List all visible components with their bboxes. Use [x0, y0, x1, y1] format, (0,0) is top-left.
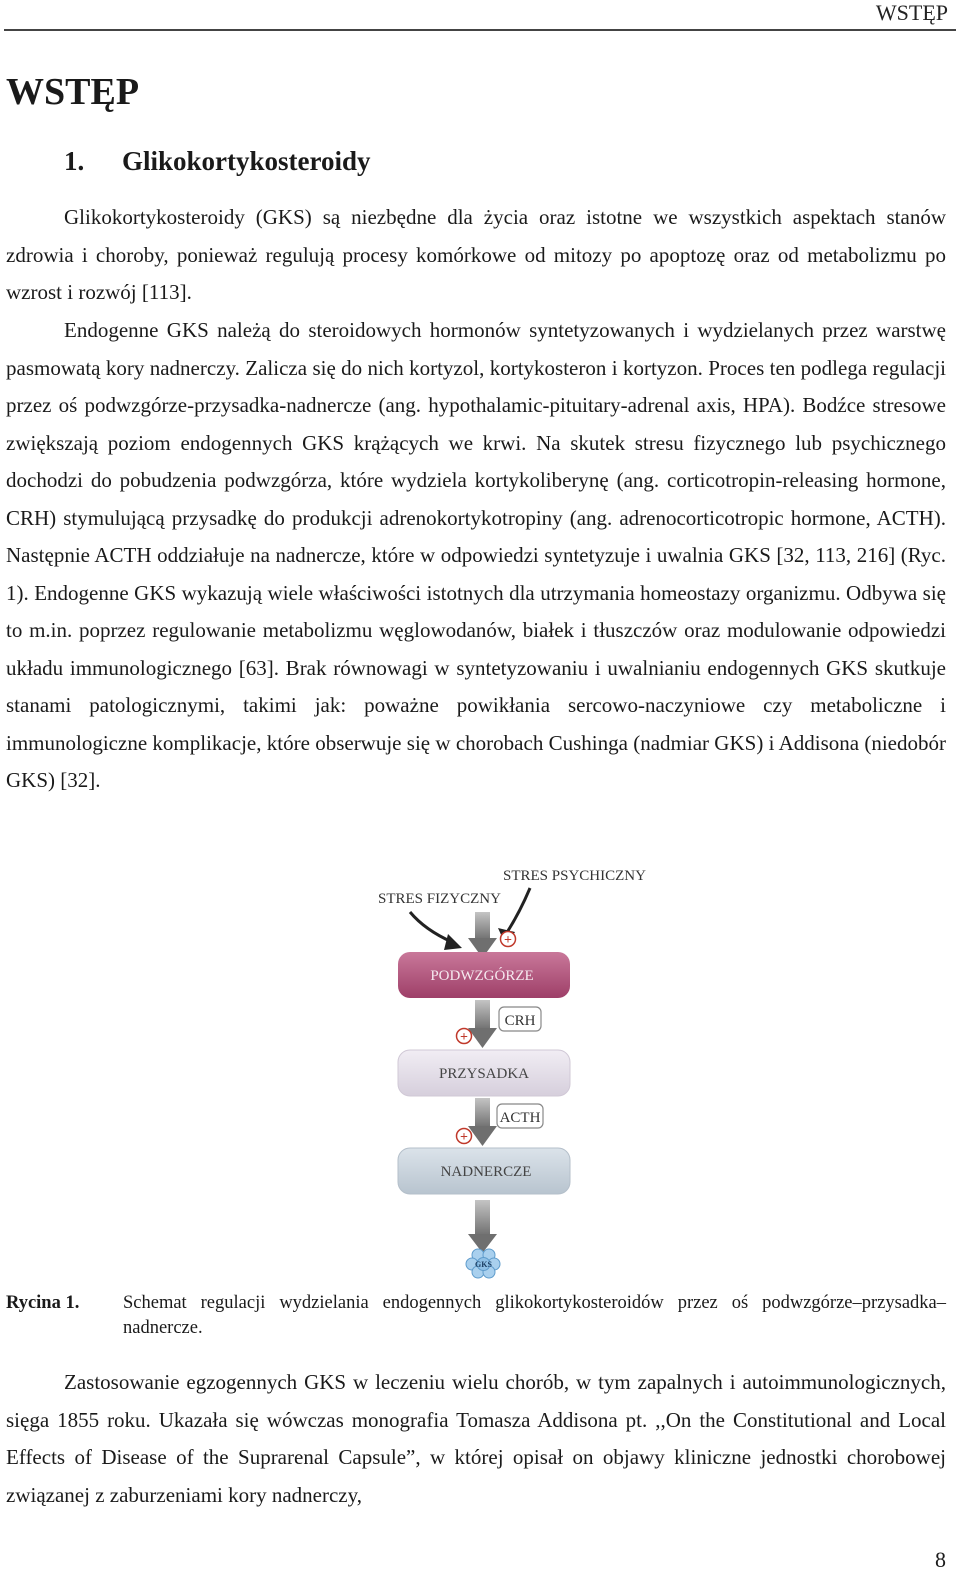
header-rule	[4, 29, 956, 31]
crh-label: CRH	[504, 1013, 536, 1029]
gks-label: GKS	[475, 1260, 492, 1269]
svg-text:+: +	[460, 1130, 468, 1145]
paragraph-3: Zastosowanie egzogennych GKS w leczeniu wielu chorób, w tym zapalnych i autoimmunologicznych, sięga 1855 roku. Ukazała się wówczas monografia Tomasza Addisona pt. ,,On the Constitutional and Local Effects of Disease of the Suprarenal Capsule”, w której opisał on objawy kliniczne jednostki chorobowej związanej z zaburzeniami kory nadnerczy,	[6, 1370, 946, 1507]
figure-caption	[6, 1291, 946, 1341]
stress-physical-arrow	[410, 912, 452, 942]
section-title: Glikokortykosteroidy	[122, 146, 371, 176]
caption-text: Schemat regulacji wydzielania endogennych glikokortykosteroidów przez oś podwzgórze–przysadka–nadnercze.	[123, 1293, 946, 1338]
section-heading	[64, 146, 371, 177]
section-number: 1.	[64, 146, 85, 176]
stress-psychic-arrow	[506, 888, 530, 934]
crh-arrow-head	[468, 1028, 497, 1048]
stress-physical-arrowhead	[444, 934, 462, 950]
plus-icon	[501, 932, 516, 949]
input-arrow-shaft	[475, 912, 490, 940]
stress-physical-label: STRES FIZYCZNY	[378, 891, 501, 907]
svg-text:+: +	[460, 1030, 468, 1045]
paragraph-1: Glikokortykosteroidy (GKS) są niezbędne dla życia oraz istotne we wszystkich aspektach stanów zdrowia i choroby, ponieważ regulują procesy komórkowe od mitozy po apoptozę oraz od metabolizmu po wzrost i rozwój [113].	[6, 205, 946, 304]
pituitary-label: PRZYSADKA	[438, 1066, 530, 1082]
page-number: 8	[935, 1547, 946, 1572]
stress-psychic-label: STRES PSYCHICZNY	[503, 868, 646, 884]
adrenal-label: NADNERCZE	[440, 1164, 532, 1180]
hypothalamus-label: PODWZGÓRZE	[430, 968, 534, 984]
gks-arrow-shaft	[475, 1200, 490, 1236]
hpa-axis-svg	[0, 862, 960, 1282]
plus-icon	[457, 1129, 472, 1146]
acth-arrow-head	[468, 1126, 497, 1146]
chapter-title: WSTĘP	[6, 71, 140, 113]
paragraph-2: Endogenne GKS należą do steroidowych hormonów syntetyzowanych i wydzielanych przez warstwę pasmowatą kory nadnerczy. Zalicza się do nich kortyzol, kortykosteron i kortyzon. Proces ten podlega regulacji przez oś podwzgórze-przysadka-nadnercze (ang. hypothalamic-pituitary-adrenal axis, HPA). Bodźce stresowe zwiększają poziom endogennych GKS krążących we krwi. Na skutek stresu fizycznego lub psychicznego dochodzi do pobudzenia podwzgórza, które wydziela kortykoliberynę (ang. corticotropin-releasing hormone, CRH) stymulującą przysadkę do produkcji adrenokortykotropiny (ang. adrenocorticotropic hormone, ACTH). Następnie ACTH oddziałuje na nadnercze, które w odpowiedzi syntetyzuje i uwalnia GKS [32, 113, 216] (Ryc. 1). Endogenne GKS wykazują wiele właściwości istotnych dla utrzymania homeostazy organizmu. Odbywa się to m.in. poprzez regulowanie metabolizmu węglowodanów, białek i tłuszczów oraz modulowanie odpowiedzi układu immunologicznego [63]. Brak równowagi w syntetyzowaniu i uwalnianiu endogennych GKS skutkuje stanami patologicznymi, takimi jak: poważne powikłania sercowo-naczyniowe czy metaboliczne i immunologiczne komplikacje, które obserwuje się w chorobach Cushinga (nadmiar GKS) i Addisona (niedobór GKS) [32].	[6, 318, 946, 792]
hpa-axis-diagram	[0, 862, 960, 1282]
crh-arrow-shaft	[475, 1000, 490, 1030]
acth-label: ACTH	[499, 1110, 541, 1126]
acth-arrow-shaft	[475, 1098, 490, 1128]
svg-text:+: +	[504, 933, 512, 948]
caption-label: Rycina 1.	[6, 1293, 80, 1313]
running-header: WSTĘP	[875, 0, 948, 25]
plus-icon	[457, 1029, 472, 1046]
